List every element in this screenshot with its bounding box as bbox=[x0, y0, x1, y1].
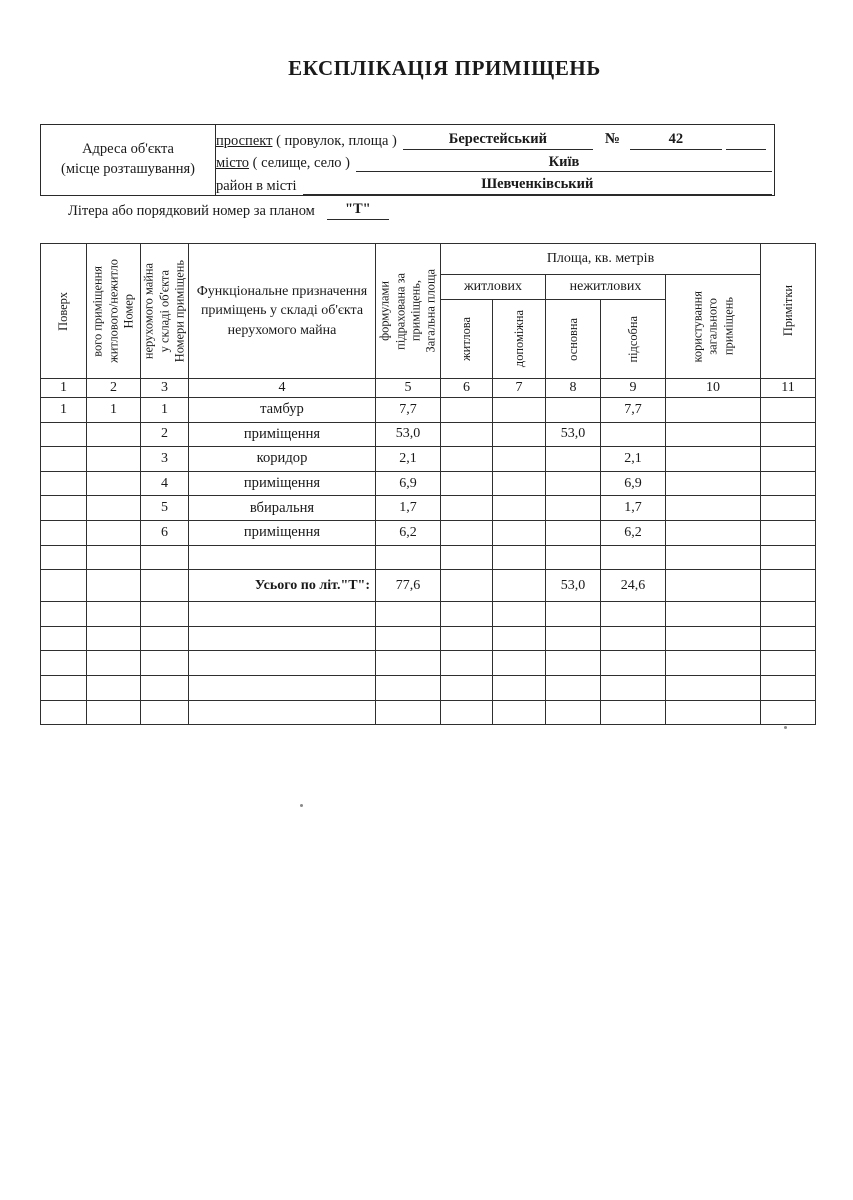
cell-room-number[interactable] bbox=[141, 570, 189, 602]
header-living-area bbox=[441, 300, 493, 379]
cell-unit-number[interactable] bbox=[87, 496, 141, 521]
letter-line bbox=[68, 201, 389, 220]
cell-unit-number[interactable] bbox=[87, 700, 141, 725]
cell-main-area[interactable]: 53,0 bbox=[546, 422, 601, 447]
address-fields bbox=[216, 125, 774, 195]
cell-floor[interactable] bbox=[41, 422, 87, 447]
cell-main-area[interactable] bbox=[546, 520, 601, 545]
header-room-numbers-line1: Номери приміщень bbox=[172, 259, 187, 363]
cell-unit-number[interactable] bbox=[87, 520, 141, 545]
exposition-table-wrapper bbox=[40, 243, 815, 725]
cell-auxiliary-area[interactable] bbox=[493, 651, 546, 676]
cell-living-area[interactable] bbox=[441, 700, 493, 725]
table-empty-row bbox=[41, 626, 816, 651]
header-area-group: Площа, кв. метрів bbox=[441, 244, 761, 275]
cell-main-area[interactable] bbox=[546, 545, 601, 570]
table-empty-row bbox=[41, 675, 816, 700]
cell-purpose[interactable] bbox=[189, 545, 376, 570]
cell-unit-number[interactable] bbox=[87, 545, 141, 570]
cell-common-area[interactable] bbox=[666, 471, 761, 496]
cell-living-area[interactable] bbox=[441, 471, 493, 496]
cell-floor[interactable] bbox=[41, 700, 87, 725]
header-nonresidential-group: нежитлових bbox=[546, 275, 666, 300]
table-row bbox=[41, 545, 816, 570]
cell-main-area[interactable]: 53,0 bbox=[546, 570, 601, 602]
cell-floor[interactable] bbox=[41, 447, 87, 472]
cell-unit-number[interactable]: 1 bbox=[87, 398, 141, 423]
cell-total-area[interactable]: 6,9 bbox=[376, 471, 441, 496]
header-room-numbers-line3: нерухомого майна bbox=[141, 262, 156, 360]
cell-total-area[interactable]: 6,2 bbox=[376, 520, 441, 545]
cell-notes[interactable] bbox=[761, 675, 816, 700]
column-number-10: 10 bbox=[666, 379, 761, 398]
city-label-rest: ( селище, село ) bbox=[249, 155, 351, 172]
street-label-rest: ( провулок, площа ) bbox=[272, 132, 397, 149]
header-unit-number-line1: Номер bbox=[121, 293, 136, 329]
street-label bbox=[216, 134, 401, 150]
cell-living-area[interactable] bbox=[441, 570, 493, 602]
header-total-area-line4: формулами bbox=[377, 281, 392, 341]
cell-notes[interactable] bbox=[761, 602, 816, 627]
cell-auxiliary-area[interactable] bbox=[493, 471, 546, 496]
cell-auxiliary-area[interactable] bbox=[493, 675, 546, 700]
cell-room-number[interactable] bbox=[141, 675, 189, 700]
cell-common-area[interactable] bbox=[666, 602, 761, 627]
cell-room-number[interactable] bbox=[141, 602, 189, 627]
street-label-underlined: проспект bbox=[216, 132, 273, 149]
district-label bbox=[216, 179, 301, 195]
cell-auxiliary-area[interactable] bbox=[493, 447, 546, 472]
column-number-3: 3 bbox=[141, 379, 189, 398]
cell-auxiliary-area[interactable] bbox=[493, 398, 546, 423]
cell-purpose[interactable] bbox=[189, 675, 376, 700]
column-number-11: 11 bbox=[761, 379, 816, 398]
cell-common-area[interactable] bbox=[666, 447, 761, 472]
city-value[interactable]: Київ bbox=[356, 154, 772, 173]
district-value[interactable]: Шевченківський bbox=[303, 176, 772, 195]
cell-common-area[interactable] bbox=[666, 570, 761, 602]
cell-purpose[interactable]: тамбур bbox=[189, 398, 376, 423]
table-head bbox=[41, 244, 816, 379]
cell-room-number[interactable] bbox=[141, 651, 189, 676]
cell-common-area[interactable] bbox=[666, 422, 761, 447]
column-number-row bbox=[41, 379, 816, 398]
header-total-area-lines bbox=[376, 244, 440, 378]
address-caption-line2: (місце розташування) bbox=[61, 161, 195, 177]
cell-common-area[interactable] bbox=[666, 651, 761, 676]
column-number-8: 8 bbox=[546, 379, 601, 398]
header-unit-number bbox=[87, 244, 141, 379]
header-unit-number-line3: вого приміщення bbox=[90, 265, 105, 357]
cell-main-area[interactable] bbox=[546, 675, 601, 700]
cell-floor[interactable] bbox=[41, 626, 87, 651]
cell-unit-number[interactable] bbox=[87, 651, 141, 676]
table-row bbox=[41, 471, 816, 496]
cell-purpose[interactable] bbox=[189, 700, 376, 725]
header-row-top bbox=[41, 244, 816, 275]
cell-auxiliary-area[interactable] bbox=[493, 626, 546, 651]
cell-service-area[interactable]: 2,1 bbox=[601, 447, 666, 472]
cell-floor[interactable] bbox=[41, 471, 87, 496]
cell-common-area[interactable] bbox=[666, 675, 761, 700]
address-caption-line1: Адреса об'єкта bbox=[82, 141, 174, 158]
address-row-district bbox=[216, 172, 774, 195]
table-row bbox=[41, 520, 816, 545]
city-label bbox=[216, 156, 354, 172]
header-residential-group: житлових bbox=[441, 275, 546, 300]
header-common-use bbox=[666, 275, 761, 379]
table-empty-row bbox=[41, 651, 816, 676]
cell-floor[interactable] bbox=[41, 570, 87, 602]
cell-floor[interactable] bbox=[41, 496, 87, 521]
table-empty-row bbox=[41, 700, 816, 725]
cell-living-area[interactable] bbox=[441, 545, 493, 570]
header-floor bbox=[41, 244, 87, 379]
header-common-use-line3: користування bbox=[690, 290, 705, 363]
cell-main-area[interactable] bbox=[546, 626, 601, 651]
cell-notes[interactable] bbox=[761, 520, 816, 545]
address-row-city bbox=[216, 150, 774, 173]
table-total-row bbox=[41, 570, 816, 602]
header-main-area-text: основна bbox=[565, 317, 580, 361]
cell-purpose[interactable]: приміщення bbox=[189, 422, 376, 447]
column-number-5: 5 bbox=[376, 379, 441, 398]
cell-room-number[interactable]: 3 bbox=[141, 447, 189, 472]
header-service-area bbox=[601, 300, 666, 379]
cell-common-area[interactable] bbox=[666, 520, 761, 545]
cell-room-number[interactable]: 6 bbox=[141, 520, 189, 545]
cell-service-area[interactable] bbox=[601, 626, 666, 651]
cell-main-area[interactable] bbox=[546, 496, 601, 521]
cell-total-area[interactable] bbox=[376, 651, 441, 676]
header-living-area-text: житлова bbox=[459, 317, 474, 361]
address-block bbox=[40, 124, 775, 196]
cell-common-area[interactable] bbox=[666, 626, 761, 651]
cell-living-area[interactable] bbox=[441, 422, 493, 447]
header-common-use-lines bbox=[666, 275, 760, 378]
header-auxiliary-area-text: допоміжна bbox=[511, 310, 526, 368]
header-room-numbers-line2: у складі об'єкта bbox=[157, 269, 172, 353]
exposition-table bbox=[40, 243, 816, 725]
cell-total-area[interactable]: 77,6 bbox=[376, 570, 441, 602]
table-row bbox=[41, 422, 816, 447]
table-row bbox=[41, 496, 816, 521]
address-row-street bbox=[216, 127, 774, 150]
cell-common-area[interactable] bbox=[666, 496, 761, 521]
column-number-9: 9 bbox=[601, 379, 666, 398]
cell-total-area[interactable] bbox=[376, 700, 441, 725]
header-total-area-line2: приміщень, bbox=[408, 280, 423, 342]
cell-floor[interactable] bbox=[41, 675, 87, 700]
cell-common-area[interactable] bbox=[666, 398, 761, 423]
cell-room-number[interactable]: 2 bbox=[141, 422, 189, 447]
cell-unit-number[interactable] bbox=[87, 602, 141, 627]
header-notes-text: Примітки bbox=[780, 285, 795, 337]
cell-total-area[interactable]: 1,7 bbox=[376, 496, 441, 521]
cell-living-area[interactable] bbox=[441, 626, 493, 651]
header-notes bbox=[761, 244, 816, 379]
cell-notes[interactable] bbox=[761, 496, 816, 521]
cell-unit-number[interactable] bbox=[87, 422, 141, 447]
cell-common-area[interactable] bbox=[666, 545, 761, 570]
cell-total-area[interactable] bbox=[376, 626, 441, 651]
cell-unit-number[interactable] bbox=[87, 675, 141, 700]
cell-floor[interactable] bbox=[41, 602, 87, 627]
cell-purpose[interactable]: коридор bbox=[189, 447, 376, 472]
header-room-numbers-lines bbox=[141, 244, 188, 378]
letter-line-value[interactable]: "Т" bbox=[327, 201, 389, 220]
cell-auxiliary-area[interactable] bbox=[493, 545, 546, 570]
cell-notes[interactable] bbox=[761, 545, 816, 570]
cell-main-area[interactable] bbox=[546, 651, 601, 676]
cell-service-area[interactable]: 6,2 bbox=[601, 520, 666, 545]
street-value[interactable]: Берестейський bbox=[403, 131, 593, 150]
cell-unit-number[interactable] bbox=[87, 471, 141, 496]
cell-purpose[interactable]: вбиральня bbox=[189, 496, 376, 521]
cell-total-area[interactable] bbox=[376, 545, 441, 570]
cell-auxiliary-area[interactable] bbox=[493, 602, 546, 627]
letter-line-label: Літера або порядковий номер за планом bbox=[68, 203, 315, 219]
cell-total-area[interactable]: 7,7 bbox=[376, 398, 441, 423]
column-number-6: 6 bbox=[441, 379, 493, 398]
header-total-area-line3: підрахована за bbox=[393, 272, 408, 350]
cell-auxiliary-area[interactable] bbox=[493, 700, 546, 725]
cell-service-area[interactable]: 1,7 bbox=[601, 496, 666, 521]
cell-room-number[interactable]: 4 bbox=[141, 471, 189, 496]
header-purpose: Функціональне призначення приміщень у складі об'єкта нерухомого майна bbox=[189, 244, 376, 379]
cell-auxiliary-area[interactable] bbox=[493, 520, 546, 545]
cell-main-area[interactable] bbox=[546, 700, 601, 725]
cell-notes[interactable] bbox=[761, 626, 816, 651]
cell-main-area[interactable] bbox=[546, 447, 601, 472]
cell-purpose[interactable] bbox=[189, 626, 376, 651]
cell-main-area[interactable] bbox=[546, 471, 601, 496]
cell-purpose[interactable] bbox=[189, 602, 376, 627]
cell-floor[interactable]: 1 bbox=[41, 398, 87, 423]
cell-notes[interactable] bbox=[761, 398, 816, 423]
cell-living-area[interactable] bbox=[441, 675, 493, 700]
cell-total-area[interactable] bbox=[376, 675, 441, 700]
cell-unit-number[interactable] bbox=[87, 447, 141, 472]
cell-purpose[interactable] bbox=[189, 651, 376, 676]
cell-service-area[interactable] bbox=[601, 675, 666, 700]
cell-unit-number[interactable] bbox=[87, 626, 141, 651]
cell-living-area[interactable] bbox=[441, 651, 493, 676]
cell-total-area[interactable] bbox=[376, 602, 441, 627]
header-unit-number-lines bbox=[87, 244, 140, 378]
cell-service-area[interactable] bbox=[601, 651, 666, 676]
header-total-area-line1: Загальна площа bbox=[423, 269, 438, 353]
cell-living-area[interactable] bbox=[441, 447, 493, 472]
house-number-label: № bbox=[604, 131, 620, 148]
cell-main-area[interactable] bbox=[546, 602, 601, 627]
column-number-1: 1 bbox=[41, 379, 87, 398]
table-row bbox=[41, 398, 816, 423]
scan-speck-1 bbox=[784, 726, 787, 729]
cell-living-area[interactable] bbox=[441, 520, 493, 545]
cell-service-area[interactable]: 24,6 bbox=[601, 570, 666, 602]
cell-auxiliary-area[interactable] bbox=[493, 496, 546, 521]
header-room-numbers bbox=[141, 244, 189, 379]
cell-main-area[interactable] bbox=[546, 398, 601, 423]
header-main-area bbox=[546, 300, 601, 379]
page-title: ЕКСПЛІКАЦІЯ ПРИМІЩЕНЬ bbox=[288, 56, 601, 80]
cell-total-area[interactable]: 53,0 bbox=[376, 422, 441, 447]
cell-floor[interactable] bbox=[41, 651, 87, 676]
cell-total-area[interactable]: 2,1 bbox=[376, 447, 441, 472]
cell-room-number[interactable]: 5 bbox=[141, 496, 189, 521]
header-common-use-line2: загального bbox=[705, 298, 720, 355]
district-label-rest: район в місті bbox=[216, 178, 297, 195]
address-caption bbox=[41, 125, 216, 195]
header-floor-text: Поверх bbox=[56, 291, 71, 331]
cell-service-area[interactable] bbox=[601, 700, 666, 725]
city-label-underlined: місто bbox=[216, 155, 250, 172]
cell-service-area[interactable]: 7,7 bbox=[601, 398, 666, 423]
cell-living-area[interactable] bbox=[441, 398, 493, 423]
cell-notes[interactable] bbox=[761, 422, 816, 447]
table-empty-row bbox=[41, 602, 816, 627]
scan-speck-2 bbox=[300, 804, 303, 807]
column-number-7: 7 bbox=[493, 379, 546, 398]
cell-service-area[interactable]: 6,9 bbox=[601, 471, 666, 496]
house-number-value[interactable]: 42 bbox=[630, 131, 722, 150]
cell-service-area[interactable] bbox=[601, 422, 666, 447]
cell-common-area[interactable] bbox=[666, 700, 761, 725]
cell-notes[interactable] bbox=[761, 471, 816, 496]
cell-floor[interactable] bbox=[41, 520, 87, 545]
table-body bbox=[41, 379, 816, 725]
cell-room-number[interactable] bbox=[141, 545, 189, 570]
header-common-use-line1: приміщень bbox=[721, 297, 736, 356]
header-unit-number-line2: житлового/нежитло bbox=[106, 259, 121, 363]
cell-purpose[interactable]: Усього по літ."Т": bbox=[189, 570, 376, 602]
column-number-2: 2 bbox=[87, 379, 141, 398]
header-service-area-text: підсобна bbox=[625, 315, 640, 363]
cell-auxiliary-area[interactable] bbox=[493, 422, 546, 447]
cell-notes[interactable] bbox=[761, 570, 816, 602]
header-total-area bbox=[376, 244, 441, 379]
cell-living-area[interactable] bbox=[441, 602, 493, 627]
cell-unit-number[interactable] bbox=[87, 570, 141, 602]
column-number-4: 4 bbox=[189, 379, 376, 398]
table-row bbox=[41, 447, 816, 472]
cell-living-area[interactable] bbox=[441, 496, 493, 521]
cell-floor[interactable] bbox=[41, 545, 87, 570]
cell-notes[interactable] bbox=[761, 700, 816, 725]
cell-auxiliary-area[interactable] bbox=[493, 570, 546, 602]
cell-room-number[interactable]: 1 bbox=[141, 398, 189, 423]
cell-room-number[interactable] bbox=[141, 700, 189, 725]
cell-notes[interactable] bbox=[761, 651, 816, 676]
header-auxiliary-area bbox=[493, 300, 546, 379]
cell-purpose[interactable]: приміщення bbox=[189, 471, 376, 496]
cell-purpose[interactable]: приміщення bbox=[189, 520, 376, 545]
cell-service-area[interactable] bbox=[601, 602, 666, 627]
cell-notes[interactable] bbox=[761, 447, 816, 472]
cell-service-area[interactable] bbox=[601, 545, 666, 570]
cell-room-number[interactable] bbox=[141, 626, 189, 651]
